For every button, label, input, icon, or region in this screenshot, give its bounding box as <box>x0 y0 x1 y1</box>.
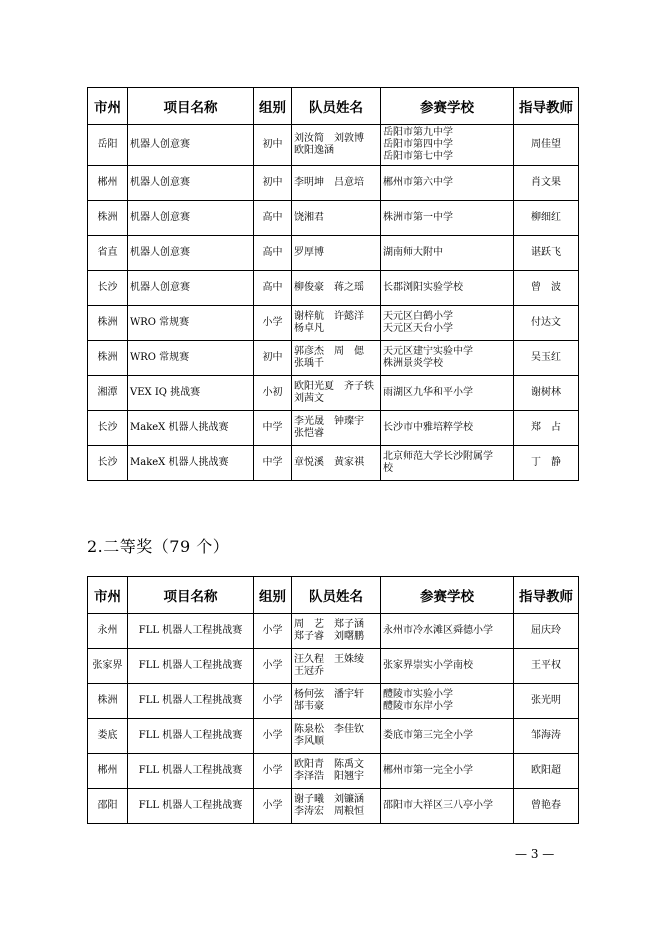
cell-members: 李明坤 吕意培 <box>292 166 381 201</box>
cell-teacher: 柳细红 <box>514 201 579 236</box>
cell-group: 小学 <box>254 719 292 754</box>
cell-teacher: 肖文果 <box>514 166 579 201</box>
cell-teacher: 屈庆玲 <box>514 614 579 649</box>
cell-project: MakeX 机器人挑战赛 <box>128 446 254 481</box>
cell-teacher: 张光明 <box>514 684 579 719</box>
header-school: 参赛学校 <box>381 88 514 125</box>
cell-project: 机器人创意赛 <box>128 166 254 201</box>
table-row <box>88 649 579 684</box>
cell-city: 长沙 <box>88 271 128 306</box>
cell-members: 李光晟 钟璨宇 张恺睿 <box>292 411 381 446</box>
cell-project: 机器人创意赛 <box>128 201 254 236</box>
cell-project: VEX IQ 挑战赛 <box>128 376 254 411</box>
table-row <box>88 341 579 376</box>
cell-school: 邵阳市大祥区三八亭小学 <box>381 789 514 824</box>
cell-project: WRO 常规赛 <box>128 306 254 341</box>
cell-members: 周 艺 郑子涵 郑子睿 刘曙鹏 <box>292 614 381 649</box>
cell-project: FLL 机器人工程挑战赛 <box>128 614 254 649</box>
table-row <box>88 684 579 719</box>
cell-project: FLL 机器人工程挑战赛 <box>128 649 254 684</box>
cell-group: 小学 <box>254 649 292 684</box>
cell-members: 汪久程 王姝绫 王冠乔 <box>292 649 381 684</box>
cell-city: 株洲 <box>88 684 128 719</box>
header-city: 市州 <box>88 88 128 125</box>
cell-school: 岳阳市第九中学 岳阳市第四中学 岳阳市第七中学 <box>381 125 514 166</box>
cell-teacher: 欧阳超 <box>514 754 579 789</box>
header-group: 组别 <box>254 577 292 614</box>
cell-city: 郴州 <box>88 754 128 789</box>
cell-members: 谢梓航 许懿洋 杨卓凡 <box>292 306 381 341</box>
cell-group: 小学 <box>254 754 292 789</box>
cell-project: 机器人创意赛 <box>128 236 254 271</box>
table-header-row <box>88 577 579 614</box>
cell-school: 长沙市中雅培粹学校 <box>381 411 514 446</box>
table-row <box>88 125 579 166</box>
cell-group: 中学 <box>254 446 292 481</box>
cell-group: 初中 <box>254 341 292 376</box>
cell-school: 北京师范大学长沙附属学 校 <box>381 446 514 481</box>
cell-project: FLL 机器人工程挑战赛 <box>128 684 254 719</box>
table-row <box>88 719 579 754</box>
table-row <box>88 376 579 411</box>
cell-members: 罗厚博 <box>292 236 381 271</box>
cell-group: 高中 <box>254 271 292 306</box>
cell-teacher: 吴玉红 <box>514 341 579 376</box>
cell-group: 初中 <box>254 125 292 166</box>
cell-members: 郭彦杰 周 偲 张瑀千 <box>292 341 381 376</box>
cell-city: 省直 <box>88 236 128 271</box>
cell-city: 张家界 <box>88 649 128 684</box>
cell-city: 邵阳 <box>88 789 128 824</box>
cell-school: 株洲市第一中学 <box>381 201 514 236</box>
cell-members: 谢子曦 刘镰涵 李涛宏 周粮恒 <box>292 789 381 824</box>
cell-members: 刘汝简 刘敦博 欧阳逸涵 <box>292 125 381 166</box>
cell-city: 郴州 <box>88 166 128 201</box>
cell-city: 株洲 <box>88 201 128 236</box>
cell-group: 小学 <box>254 789 292 824</box>
cell-members: 柳俊豪 蒋之瑶 <box>292 271 381 306</box>
cell-members: 欧阳青 陈禹文 李泽浩 阳翘宇 <box>292 754 381 789</box>
cell-project: FLL 机器人工程挑战赛 <box>128 754 254 789</box>
cell-group: 小学 <box>254 684 292 719</box>
cell-teacher: 王平权 <box>514 649 579 684</box>
cell-project: 机器人创意赛 <box>128 125 254 166</box>
awards-table-first-prize <box>87 87 579 481</box>
cell-members: 陈泉松 李佳钦 李风顺 <box>292 719 381 754</box>
cell-group: 初中 <box>254 166 292 201</box>
cell-teacher: 邹海涛 <box>514 719 579 754</box>
cell-city: 娄底 <box>88 719 128 754</box>
table-row <box>88 166 579 201</box>
cell-city: 株洲 <box>88 306 128 341</box>
section-title-second-prize: 2.二等奖（79 个） <box>87 537 230 556</box>
table-row <box>88 789 579 824</box>
header-project: 项目名称 <box>128 88 254 125</box>
cell-school: 天元区建宁实验中学 株洲景炎学校 <box>381 341 514 376</box>
cell-city: 长沙 <box>88 446 128 481</box>
table-row <box>88 411 579 446</box>
header-teacher: 指导教师 <box>514 88 579 125</box>
table-row <box>88 236 579 271</box>
cell-members: 杨何弦 潘宇轩 郜韦豪 <box>292 684 381 719</box>
cell-city: 株洲 <box>88 341 128 376</box>
header-project: 项目名称 <box>128 577 254 614</box>
table-row <box>88 271 579 306</box>
cell-group: 小学 <box>254 306 292 341</box>
awards-table-second-prize <box>87 576 579 824</box>
page-number: — 3 — <box>515 847 555 861</box>
cell-city: 长沙 <box>88 411 128 446</box>
cell-school: 长郡浏阳实验学校 <box>381 271 514 306</box>
cell-project: FLL 机器人工程挑战赛 <box>128 719 254 754</box>
cell-project: 机器人创意赛 <box>128 271 254 306</box>
cell-members: 欧阳光夏 齐子轶 刘茜文 <box>292 376 381 411</box>
cell-group: 高中 <box>254 201 292 236</box>
cell-teacher: 曾 波 <box>514 271 579 306</box>
cell-teacher: 曾艳春 <box>514 789 579 824</box>
table-row <box>88 754 579 789</box>
cell-project: WRO 常规赛 <box>128 341 254 376</box>
cell-city: 永州 <box>88 614 128 649</box>
table-header-row <box>88 88 579 125</box>
table-row <box>88 446 579 481</box>
cell-school: 郴州市第六中学 <box>381 166 514 201</box>
cell-school: 永州市冷水滩区舜德小学 <box>381 614 514 649</box>
header-city: 市州 <box>88 577 128 614</box>
cell-school: 娄底市第三完全小学 <box>381 719 514 754</box>
header-school: 参赛学校 <box>381 577 514 614</box>
cell-school: 湖南师大附中 <box>381 236 514 271</box>
cell-group: 高中 <box>254 236 292 271</box>
cell-school: 郴州市第一完全小学 <box>381 754 514 789</box>
cell-teacher: 谌跃飞 <box>514 236 579 271</box>
cell-members: 饶湘君 <box>292 201 381 236</box>
header-teacher: 指导教师 <box>514 577 579 614</box>
cell-group: 小初 <box>254 376 292 411</box>
cell-group: 小学 <box>254 614 292 649</box>
cell-teacher: 周佳望 <box>514 125 579 166</box>
cell-school: 天元区白鹤小学 天元区天台小学 <box>381 306 514 341</box>
cell-school: 张家界崇实小学南校 <box>381 649 514 684</box>
cell-school: 雨湖区九华和平小学 <box>381 376 514 411</box>
cell-teacher: 郑 占 <box>514 411 579 446</box>
header-group: 组别 <box>254 88 292 125</box>
cell-project: FLL 机器人工程挑战赛 <box>128 789 254 824</box>
header-members: 队员姓名 <box>292 577 381 614</box>
cell-teacher: 付达文 <box>514 306 579 341</box>
table-row <box>88 614 579 649</box>
cell-group: 中学 <box>254 411 292 446</box>
table-row <box>88 306 579 341</box>
cell-school: 醴陵市实验小学 醴陵市东岸小学 <box>381 684 514 719</box>
table-row <box>88 201 579 236</box>
cell-project: MakeX 机器人挑战赛 <box>128 411 254 446</box>
cell-teacher: 谢树林 <box>514 376 579 411</box>
cell-members: 章悦溪 黄家祺 <box>292 446 381 481</box>
header-members: 队员姓名 <box>292 88 381 125</box>
cell-teacher: 丁 静 <box>514 446 579 481</box>
cell-city: 岳阳 <box>88 125 128 166</box>
cell-city: 湘潭 <box>88 376 128 411</box>
